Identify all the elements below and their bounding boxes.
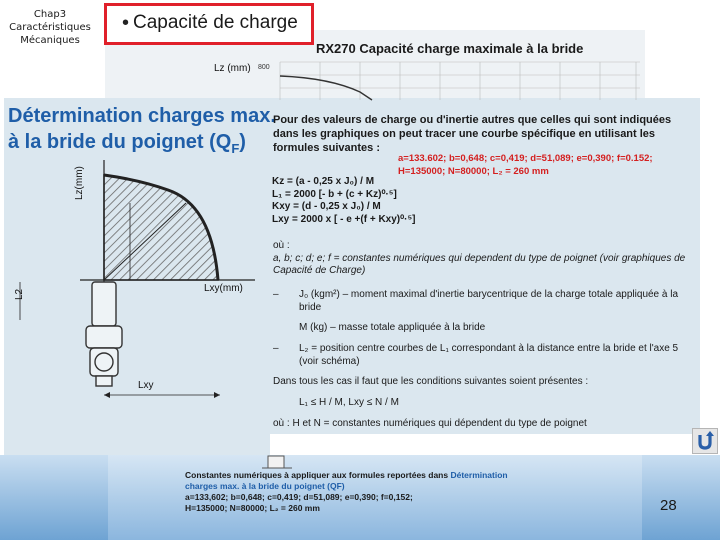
chapter-name-line2: Mécaniques (20, 35, 80, 46)
chapter-name-line1: Caractéristiques (9, 22, 91, 33)
lower-line4: H=135000; N=80000; L₂ = 260 mm (185, 503, 320, 513)
chapter-number: Chap3 (33, 9, 67, 20)
formula-l1: L₁ = 2000 [- b + (c + Kz)⁰·⁵] (272, 188, 397, 200)
title-bullet: • (122, 12, 130, 34)
lower-constants-box (185, 470, 508, 514)
diagram-lxy-axis-label: Lxy(mm) (204, 283, 243, 294)
section-title-line2 (8, 129, 276, 162)
l2-definition: L₂ = position centre courbes de L₁ correspondant à la distance entre la bride et l'axe 5 (voir schéma) (299, 343, 679, 367)
page-number: 28 (660, 497, 677, 514)
formula-kxy: Kxy = (d - 0,25 x J₀) / M (272, 201, 381, 212)
m-definition: M (kg) – masse totale appliquée à la bride (299, 322, 486, 333)
formula-lxy: Lxy = 2000 x [ - e +(f + Kxy)⁰·⁵] (272, 213, 416, 225)
constants-red (398, 152, 698, 178)
conditions-formula: L₁ ≤ H / M, Lxy ≤ N / M (299, 397, 399, 408)
lower-line1-text: Constantes numériques à appliquer aux formules reportées dans (185, 470, 451, 480)
formulas-block (272, 176, 416, 226)
ou-label: où : (273, 240, 290, 251)
j0-definition: J₀ (kgm²) – moment maximal d'inertie barycentrique de la charge totale appliquée à la bride (299, 289, 679, 313)
lower-wrist-sketch (262, 456, 292, 468)
intro-paragraph: Pour des valeurs de charge ou d'inertie autres que celles qui sont indiquées dans les graphiques on peut tracer une courbe spécifique en utilisant les formules suivantes : (273, 114, 672, 154)
j0-dash: – (273, 289, 279, 300)
conditions-text: Dans tous les cas il faut que les conditions suivantes soient présentes : (273, 376, 589, 387)
chart-grid (280, 62, 640, 100)
wrist-drawing (86, 282, 122, 386)
diagram-lz-label: Lz(mm) (74, 166, 85, 200)
constants-line2: H=135000; N=80000; L₂ = 260 mm (398, 166, 549, 177)
l2-dash: – (273, 343, 279, 354)
back-navigation-button[interactable] (692, 428, 718, 454)
section-title-sub: F (231, 141, 240, 156)
section-title-line1: Détermination charges max. (8, 105, 276, 127)
u-turn-arrow-icon (693, 429, 717, 453)
section-title-line2-text: à la bride du poignet (Q (8, 131, 232, 153)
ou-text (273, 253, 697, 278)
section-title (8, 103, 276, 162)
lz-tick-800: 800 (258, 64, 270, 71)
lower-line2: charges max. à la bride du poignet (QF) (185, 481, 345, 491)
section-title-close: ) (239, 131, 246, 153)
lower-line1 (185, 470, 508, 481)
hn-definition: où : H et N = constantes numériques qui dépendent du type de poignet (273, 418, 587, 429)
slide-title: Capacité de charge (133, 12, 298, 33)
lower-line3: a=133,602; b=0,648; c=0,419; d=51,089; e=0,390; f=0,152; (185, 492, 413, 502)
lower-line1-link: Détermination (450, 470, 508, 480)
chart-title: RX270 Capacité charge maximale à la bride (316, 41, 584, 56)
diagram-l2-label: L2 (14, 288, 25, 300)
definitions-block (273, 240, 697, 278)
lz-axis-label: Lz (mm) (214, 63, 251, 74)
constants-line1: a=133.602; b=0,648; c=0,419; d=51,089; e=0,390; f=0.152; (398, 153, 653, 164)
diagram-lxy-dim-label: Lxy (138, 380, 154, 391)
formula-kz: Kz = (a - 0,25 x J₀) / M (272, 176, 375, 187)
ou-text-italic: a, b; c; d; e; f = constantes numériques qui dependent du type de poignet (voir graphiques de Capacité de Charge) (273, 252, 686, 276)
